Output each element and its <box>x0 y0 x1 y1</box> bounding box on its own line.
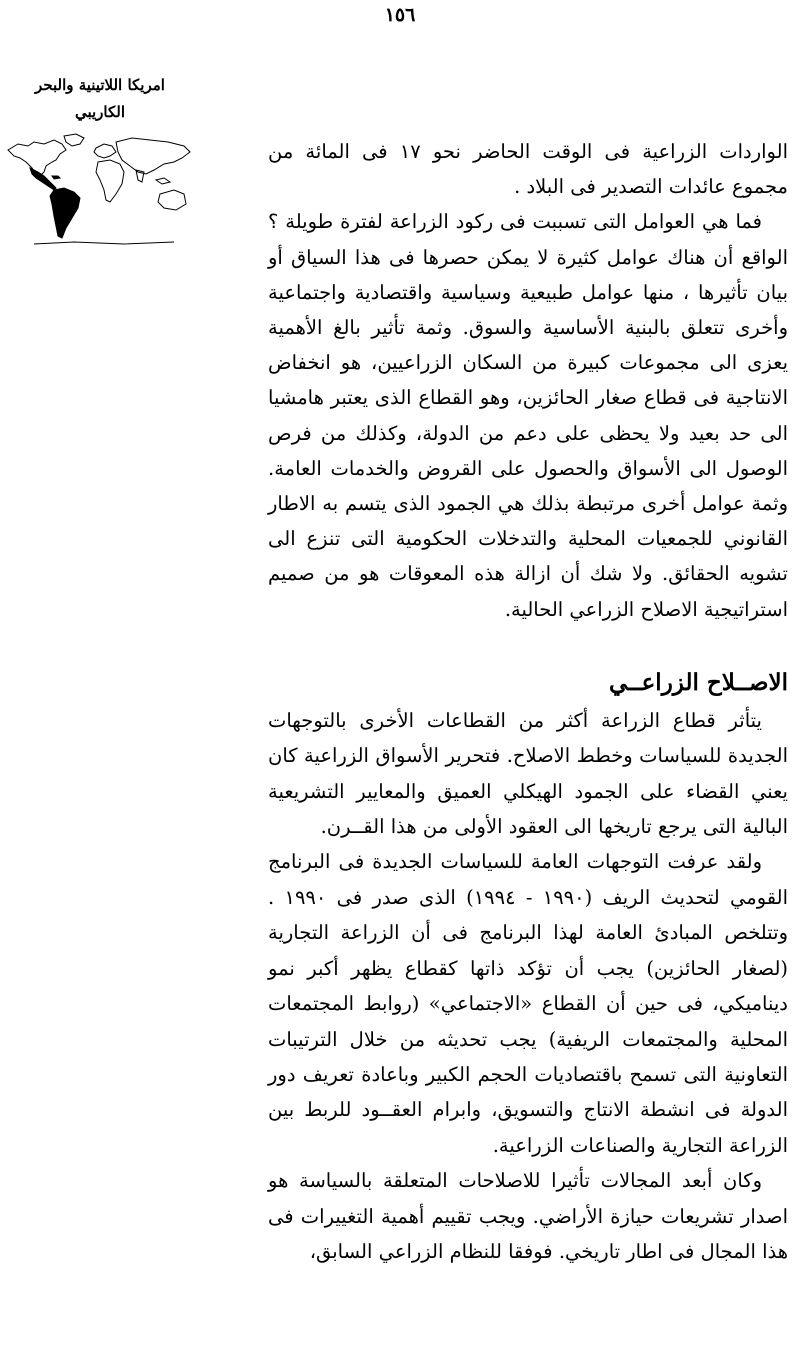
australia-shape <box>158 190 186 210</box>
islands-shape <box>156 178 170 184</box>
antarctica-shape <box>34 242 174 244</box>
paragraph: يتأثر قطاع الزراعة أكثر من القطاعات الأخرى بالتوجهات الجديدة للسياسات وخطط الاصلاح. فتحرير الأسواق الزراعية كان يعني القضاء على الجمود الهيكلي العميق والمعايير التشريعية البالية التى يرجع تاريخها الى العقود الأولى من هذا القــرن. <box>268 708 788 839</box>
europe-shape <box>94 144 116 158</box>
section-heading: الاصــلاح الزراعــي <box>608 668 788 696</box>
page-number: ١٥٦ <box>384 4 416 26</box>
paragraph: فما هي العوامل التى تسببت فى ركود الزراعة لفترة طويلة ؟ الواقع أن هناك عوامل كثيرة لا يمكن حصرها فى هذا السياق أو بيان تأثيرها ، منها عوامل طبيعية وسياسية واقتصادية واجتماعية وأخرى تتعلق بالبنية الأساسية والسوق. وثمة تأثير بالغ الأهمية يعزى الى مجموعات كبيرة من السكان الزراعيين، هو انخفاض الانتاجية فى قطاع صغار الحائزين، وهو القطاع الذى يعتبر هامشيا الى حد بعيد ولا يحظى على دعم من الدولة، وكذلك من فرص الوصول الى الأسواق والحصول على القروض والخدمات العامة. وثمة عوامل أخرى مرتبطة بذلك هي الجمود الذى يتسم به الاطار القانوني للجمعيات المحلية والتدخلات الحكومية التى تنزع الى تشويه الحقائق. ولا شك أن ازالة هذه المعوقات هو من صميم استراتيجية الاصلاح الزراعي الحالية. <box>268 210 788 621</box>
paragraph: الواردات الزراعية فى الوقت الحاضر نحو ١٧ فى المائة من مجموع عائدات التصدير فى البلاد . <box>268 140 788 199</box>
south-america-highlight <box>50 188 80 238</box>
central-america-highlight <box>30 168 56 190</box>
running-head-line-2: الكاريبي <box>74 103 126 121</box>
paragraph: ولقد عرفت التوجهات العامة للسياسات الجديدة فى البرنامج القومي لتحديث الريف (١٩٩٠ - ١٩٩٤) الذى صدر فى ١٩٩٠ . وتتلخص المبادئ العامة لهذا البرنامج فى أن الزراعة التجارية (لصغار الحائزين) يجب أن تؤكد ذاتها كقطاع يظهر أكبر نمو دينامیكي، فى حين أن القطاع «الاجتماعي» (روابط المجتمعات المحلية والمجتمعات الريفية) يجب تحديثه من خلال الترتيبات التعاونية التى تسمح باقتصاديات الحجم الكبير وباعادة تعريف دور الدولة فى انشطة الانتاج والتسويق، وابرام العقــود للربط بين الزراعة التجارية والصناعات الزراعية. <box>268 850 788 1157</box>
running-head <box>0 72 200 126</box>
section-intro <box>268 134 788 627</box>
north-america-shape <box>8 140 66 176</box>
asia-shape <box>116 138 190 174</box>
running-head-line-1: امريكا اللاتينية والبحر <box>35 76 165 94</box>
world-map-icon <box>4 132 196 252</box>
caribbean-highlight <box>52 176 60 179</box>
greenland-shape <box>64 134 84 146</box>
africa-shape <box>96 160 124 202</box>
section-agrarian-reform <box>268 663 788 1270</box>
paragraph: وكان أبعد المجالات تأثيرا للاصلاحات المتعلقة بالسياسة هو اصدار تشريعات حيازة الأراضي. ويجب تقييم أهمية التغييرات فى هذا المجال فى اطار تاريخي. فوفقا للنظام الزراعي السابق، <box>268 1169 788 1263</box>
main-text-column <box>268 134 788 1269</box>
